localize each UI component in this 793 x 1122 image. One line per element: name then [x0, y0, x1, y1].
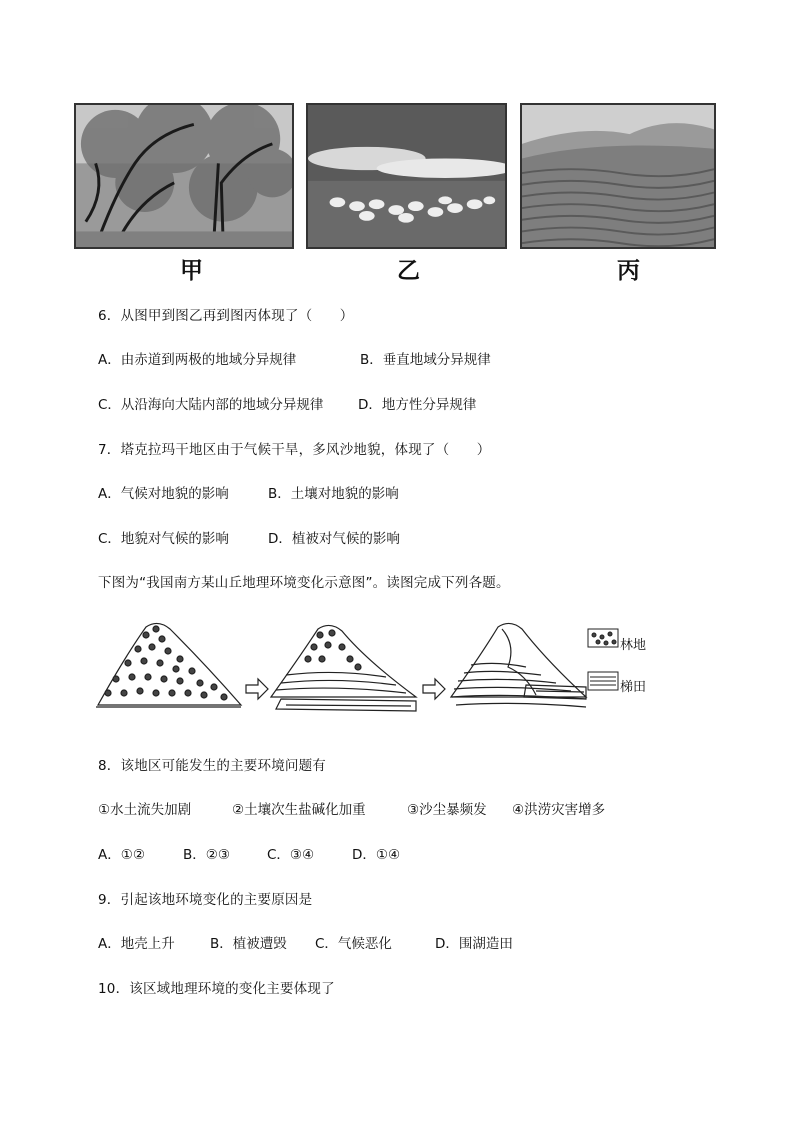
photo-label-yi: 乙	[397, 257, 420, 284]
photo-forest	[74, 103, 294, 249]
hill-change-diagram	[96, 615, 656, 720]
question-8-stem: 8．该地区可能发生的主要环境问题有	[98, 758, 326, 774]
question-10-stem: 10．该区域地理环境的变化主要体现了	[98, 981, 335, 997]
question-9-stem: 9．引起该地环境变化的主要原因是	[98, 892, 313, 908]
question-8-option-c[interactable]: C．③④	[267, 847, 315, 863]
photo-grassland	[306, 103, 507, 249]
question-8-item-2: ②土壤次生盐碱化加重	[232, 802, 366, 818]
question-6-option-a[interactable]: A．由赤道到两极的地域分异规律	[98, 352, 297, 368]
hill-forest	[96, 623, 241, 707]
question-7-stem: 7．塔克拉玛干地区由于气候干旱，多风沙地貌，体现了（ ）	[98, 442, 491, 458]
question-8-option-b[interactable]: B．②③	[183, 847, 230, 863]
question-7-option-b[interactable]: B．土壤对地貌的影响	[268, 486, 399, 502]
legend-forest-label: 林地	[620, 638, 647, 653]
question-7-option-d[interactable]: D．植被对气候的影响	[268, 531, 400, 547]
photo-label-jia: 甲	[180, 257, 203, 284]
question-6-stem: 6．从图甲到图乙再到图丙体现了（ ）	[98, 308, 354, 324]
question-6-option-b[interactable]: B．垂直地域分异规律	[360, 352, 491, 368]
legend-forest-icon	[588, 629, 618, 647]
question-8-option-d[interactable]: D．①④	[352, 847, 401, 863]
question-8-option-a[interactable]: A．①②	[98, 847, 145, 863]
question-8-item-4: ④洪涝灾害增多	[512, 802, 606, 818]
hill-partial-terrace	[271, 625, 416, 711]
question-9-option-b[interactable]: B．植被遭毁	[210, 936, 287, 952]
photo-label-bing: 丙	[617, 257, 640, 284]
question-7-option-a[interactable]: A．气候对地貌的影响	[98, 486, 229, 502]
question-9-option-c[interactable]: C．气候恶化	[315, 936, 392, 952]
question-9-option-d[interactable]: D．围湖造田	[435, 936, 513, 952]
diagram-intro: 下图为“我国南方某山丘地理环境变化示意图”。读图完成下列各题。	[98, 575, 510, 591]
photo-desert	[520, 103, 716, 249]
hill-full-terrace	[451, 623, 586, 707]
question-9-option-a[interactable]: A．地壳上升	[98, 936, 175, 952]
question-8-item-1: ①水土流失加剧	[98, 802, 192, 818]
legend-terrace-label: 梯田	[620, 680, 647, 695]
legend-terrace-icon	[588, 672, 618, 690]
question-6-option-c[interactable]: C．从沿海向大陆内部的地域分异规律	[98, 397, 324, 413]
question-8-item-3: ③沙尘暴频发	[407, 802, 487, 818]
question-7-option-c[interactable]: C．地貌对气候的影响	[98, 531, 229, 547]
question-6-option-d[interactable]: D．地方性分异规律	[358, 397, 477, 413]
